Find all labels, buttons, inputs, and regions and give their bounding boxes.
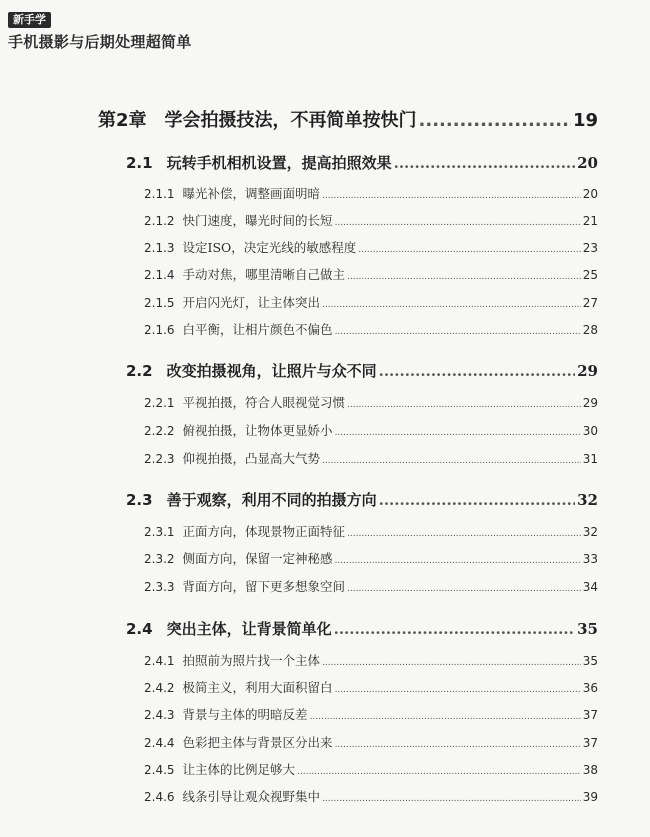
section-entry[interactable] <box>126 152 598 174</box>
subsection-entry[interactable] <box>144 449 598 469</box>
section-entry[interactable] <box>126 360 598 382</box>
section-title: 改变拍摄视角，让照片与众不同 <box>166 362 377 380</box>
section-title: 玩转手机相机设置，提高拍照效果 <box>166 154 392 172</box>
dot-leader <box>335 685 581 695</box>
section-number: 2.3 <box>126 491 153 509</box>
section-number: 2.2 <box>126 362 153 380</box>
chapter-page: 19 <box>572 110 598 131</box>
subsection-title: 背面方向，留下更多想象空间 <box>182 579 346 594</box>
subsection-title: 侧面方向，保留一定神秘感 <box>182 551 333 566</box>
dot-leader <box>322 300 581 310</box>
subsection-page: 31 <box>582 452 598 466</box>
subsection-entry[interactable] <box>144 320 598 340</box>
subsection-number: 2.4.5 <box>144 763 175 777</box>
subsection-title: 白平衡，让相片颜色不偏色 <box>182 322 333 337</box>
dot-leader <box>347 584 581 594</box>
subsection-title: 曝光补偿，调整画面明暗 <box>182 186 321 201</box>
subsection-title: 背景与主体的明暗反差 <box>182 707 308 722</box>
dot-leader <box>419 110 571 131</box>
dot-leader <box>335 327 581 337</box>
dot-leader <box>335 428 581 438</box>
subsection-number: 2.4.2 <box>144 681 175 695</box>
subsection-entry[interactable] <box>144 211 598 231</box>
subsection-page: 37 <box>582 736 598 750</box>
section-page: 29 <box>577 362 598 380</box>
subsection-page: 32 <box>582 525 598 539</box>
section-number: 2.4 <box>126 620 153 638</box>
subsection-number: 2.1.1 <box>144 187 175 201</box>
dot-leader <box>322 794 581 804</box>
section-page: 35 <box>577 620 598 638</box>
subsection-page: 21 <box>582 214 598 228</box>
subsection-page: 27 <box>582 296 598 310</box>
subsection-page: 34 <box>582 580 598 594</box>
subsection-page: 36 <box>582 681 598 695</box>
subsection-entry[interactable] <box>144 787 598 807</box>
subsection-page: 29 <box>582 396 598 410</box>
subsection-number: 2.4.3 <box>144 708 175 722</box>
dot-leader <box>347 529 581 539</box>
dot-leader <box>335 740 581 750</box>
dot-leader <box>322 658 581 668</box>
subsection-number: 2.3.2 <box>144 552 175 566</box>
subsection-entry[interactable] <box>144 705 598 725</box>
subsection-title: 平视拍摄，符合人眼视觉习惯 <box>182 395 346 410</box>
subsection-number: 2.1.6 <box>144 323 175 337</box>
subsection-page: 28 <box>582 323 598 337</box>
subsection-entry[interactable] <box>144 760 598 780</box>
subsection-entry[interactable] <box>144 421 598 441</box>
chapter-entry[interactable] <box>98 106 598 134</box>
dot-leader <box>310 712 581 722</box>
subsection-entry[interactable] <box>144 651 598 671</box>
subsection-entry[interactable] <box>144 678 598 698</box>
subsection-number: 2.2.3 <box>144 452 175 466</box>
subsection-entry[interactable] <box>144 293 598 313</box>
subsection-page: 37 <box>582 708 598 722</box>
subsection-number: 2.4.1 <box>144 654 175 668</box>
subsection-number: 2.3.3 <box>144 580 175 594</box>
subsection-number: 2.1.5 <box>144 296 175 310</box>
subsection-title: 线条引导让观众视野集中 <box>182 789 321 804</box>
subsection-entry[interactable] <box>144 265 598 285</box>
chapter-number: 第2章 <box>98 110 147 131</box>
book-title: 手机摄影与后期处理超简单 <box>8 33 192 51</box>
subsection-title: 俯视拍摄，让物体更显娇小 <box>182 423 333 438</box>
subsection-number: 2.1.2 <box>144 214 175 228</box>
subsection-number: 2.1.4 <box>144 268 175 282</box>
section-page: 32 <box>577 491 598 509</box>
subsection-page: 38 <box>582 763 598 777</box>
subsection-page: 25 <box>582 268 598 282</box>
subsection-entry[interactable] <box>144 393 598 413</box>
subsection-entry[interactable] <box>144 549 598 569</box>
subsection-page: 23 <box>582 241 598 255</box>
subsection-page: 33 <box>582 552 598 566</box>
section-entry[interactable] <box>126 618 598 640</box>
subsection-number: 2.4.6 <box>144 790 175 804</box>
subsection-entry[interactable] <box>144 577 598 597</box>
subsection-title: 正面方向，体现景物正面特征 <box>182 524 346 539</box>
dot-leader <box>394 154 576 172</box>
subsection-title: 拍照前为照片找一个主体 <box>182 653 321 668</box>
dot-leader <box>297 767 581 777</box>
subsection-entry[interactable] <box>144 238 598 258</box>
dot-leader <box>358 245 580 255</box>
subsection-page: 20 <box>582 187 598 201</box>
subsection-title: 设定ISO，决定光线的敏感程度 <box>182 240 357 255</box>
subsection-title: 色彩把主体与背景区分出来 <box>182 735 333 750</box>
section-entry[interactable] <box>126 489 598 511</box>
subsection-page: 35 <box>582 654 598 668</box>
chapter-title: 学会拍摄技法，不再简单按快门 <box>164 110 417 131</box>
section-title: 善于观察，利用不同的拍摄方向 <box>166 491 377 509</box>
subsection-number: 2.2.1 <box>144 396 175 410</box>
dot-leader <box>379 362 576 380</box>
section-number: 2.1 <box>126 154 153 172</box>
dot-leader <box>347 400 581 410</box>
subsection-title: 快门速度，曝光时间的长短 <box>182 213 333 228</box>
dot-leader <box>322 456 581 466</box>
subsection-title: 仰视拍摄，凸显高大气势 <box>182 451 321 466</box>
subsection-entry[interactable] <box>144 733 598 753</box>
dot-leader <box>379 491 576 509</box>
subsection-title: 手动对焦，哪里清晰自己做主 <box>182 267 346 282</box>
subsection-title: 让主体的比例足够大 <box>182 762 296 777</box>
dot-leader <box>335 556 581 566</box>
subsection-page: 30 <box>582 424 598 438</box>
dot-leader <box>334 620 576 638</box>
dot-leader <box>322 191 581 201</box>
subsection-number: 2.4.4 <box>144 736 175 750</box>
subsection-page: 39 <box>582 790 598 804</box>
subsection-number: 2.1.3 <box>144 241 175 255</box>
subsection-title: 开启闪光灯，让主体突出 <box>182 295 321 310</box>
section-page: 20 <box>577 154 598 172</box>
dot-leader <box>335 218 581 228</box>
subsection-number: 2.3.1 <box>144 525 175 539</box>
section-title: 突出主体，让背景简单化 <box>166 620 332 638</box>
subsection-title: 极简主义，利用大面积留白 <box>182 680 333 695</box>
dot-leader <box>347 272 581 282</box>
series-badge: 新手学 <box>8 12 51 28</box>
subsection-number: 2.2.2 <box>144 424 175 438</box>
subsection-entry[interactable] <box>144 184 598 204</box>
subsection-entry[interactable] <box>144 522 598 542</box>
